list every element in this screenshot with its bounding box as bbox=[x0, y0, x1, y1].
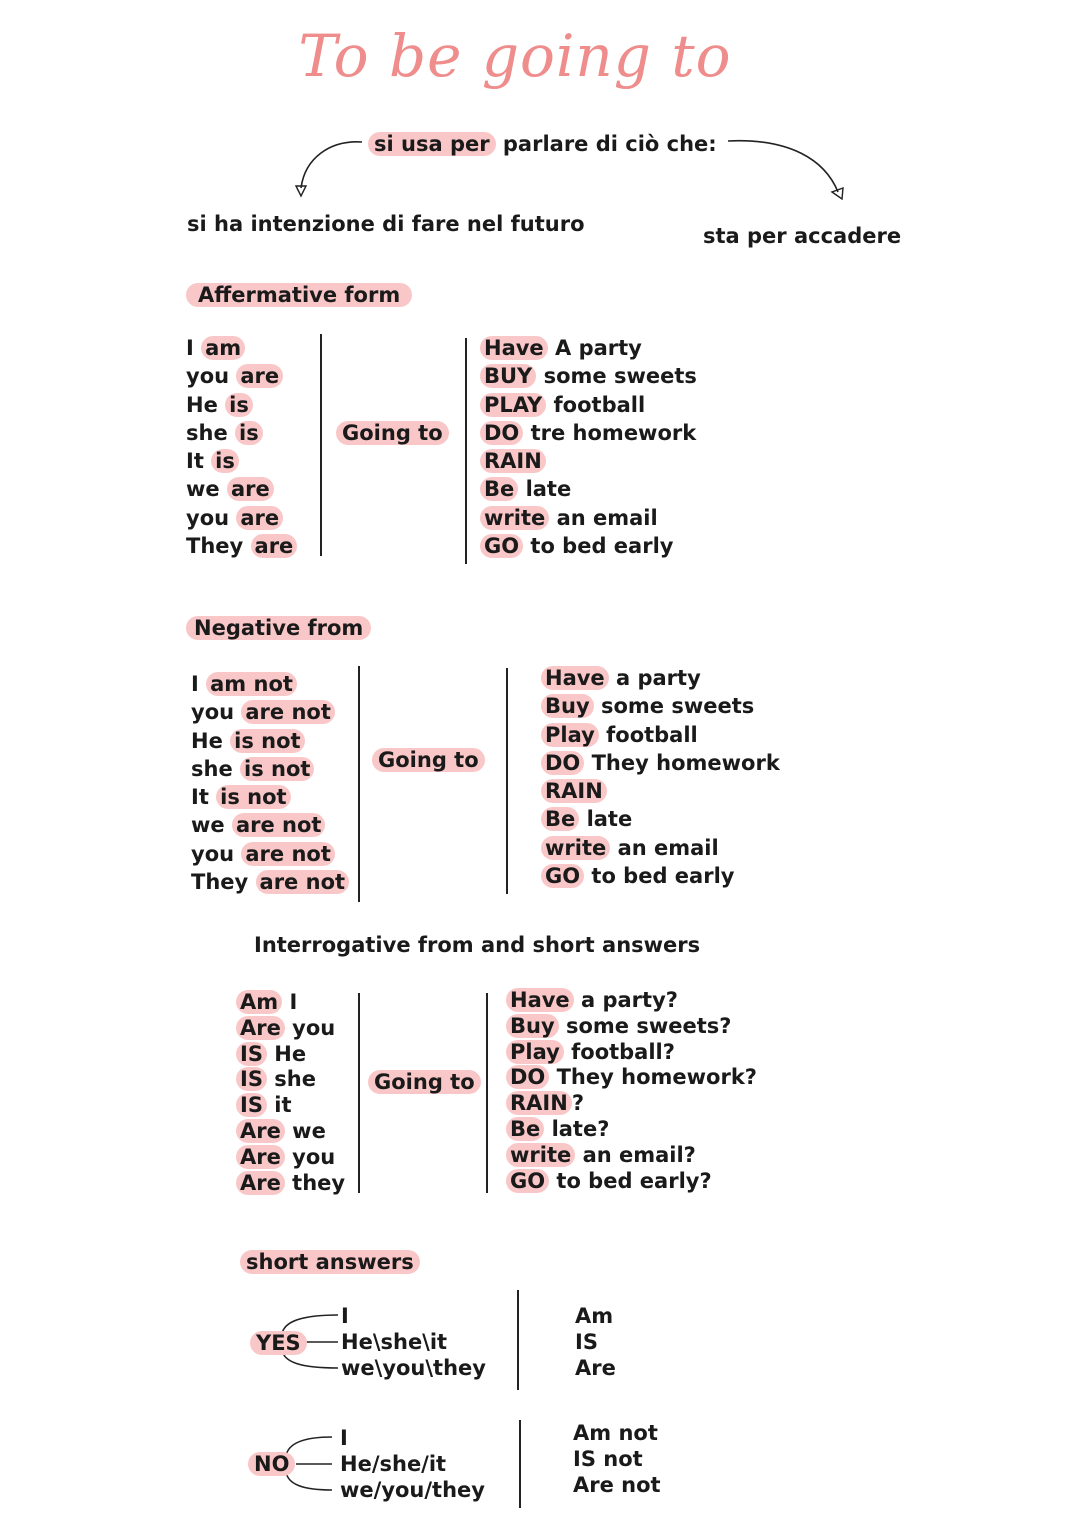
verb-row bbox=[541, 805, 780, 833]
subject-row bbox=[236, 1042, 345, 1068]
subject: He bbox=[191, 728, 223, 753]
subject-row bbox=[191, 727, 349, 755]
affirmative-middle bbox=[336, 421, 449, 445]
interrogative-middle bbox=[368, 1070, 481, 1094]
yes-label-text: YES bbox=[250, 1331, 307, 1355]
divider bbox=[519, 1420, 521, 1508]
subject: you bbox=[292, 1015, 336, 1040]
affirmative-subjects bbox=[186, 334, 297, 560]
auxiliary-verb: is not bbox=[240, 757, 314, 781]
subject-row bbox=[191, 755, 349, 783]
main-verb: GO bbox=[480, 534, 523, 558]
complement: ? bbox=[571, 1091, 584, 1116]
complement: an email bbox=[556, 505, 658, 530]
auxiliary-verb: are bbox=[227, 477, 274, 501]
short-answer-subject: we/you/they bbox=[340, 1478, 485, 1502]
auxiliary-verb: Are bbox=[236, 1171, 285, 1195]
verb-row bbox=[541, 749, 780, 777]
subject: you bbox=[292, 1144, 336, 1169]
complement: a party bbox=[616, 666, 701, 690]
arrow-left bbox=[301, 142, 362, 188]
verb-row bbox=[541, 721, 780, 749]
divider bbox=[358, 993, 360, 1193]
complement: late? bbox=[551, 1116, 610, 1141]
subject: you bbox=[191, 841, 235, 866]
main-verb: Be bbox=[480, 477, 518, 501]
subject-row bbox=[186, 362, 297, 390]
complement: to bed early bbox=[530, 534, 674, 559]
negative-middle bbox=[372, 748, 485, 772]
interrogative-subjects bbox=[236, 990, 345, 1196]
main-verb: Play bbox=[506, 1040, 564, 1064]
yes-verbs bbox=[575, 1303, 616, 1381]
short-answer-subject: He\she\it bbox=[341, 1330, 448, 1354]
auxiliary-verb: Are bbox=[236, 1145, 285, 1169]
complement: They homework? bbox=[556, 1065, 757, 1090]
verb-row bbox=[541, 664, 780, 692]
negative-verbs bbox=[541, 664, 780, 890]
subject: we bbox=[191, 813, 225, 838]
divider bbox=[358, 666, 360, 902]
main-verb: Be bbox=[541, 807, 579, 831]
subject: I bbox=[191, 672, 199, 696]
short-answers-heading-text: short answers bbox=[240, 1250, 420, 1274]
going-to-label: Going to bbox=[368, 1070, 481, 1094]
usage-left: si ha intenzione di fare nel futuro bbox=[187, 212, 585, 236]
auxiliary-verb: Are bbox=[236, 1016, 285, 1040]
complement: an email bbox=[617, 835, 719, 860]
auxiliary-verb: am bbox=[201, 336, 245, 360]
auxiliary-verb: is not bbox=[230, 729, 304, 753]
auxiliary-verb: am not bbox=[206, 672, 297, 696]
main-verb: GO bbox=[506, 1169, 549, 1193]
verb-row bbox=[506, 1065, 757, 1091]
interrogative-verbs bbox=[506, 988, 757, 1194]
usage-intro-highlight: si usa per bbox=[368, 132, 496, 156]
affirmative-heading-text: Affermative form bbox=[186, 283, 412, 307]
subject-row bbox=[191, 698, 349, 726]
subject: I bbox=[289, 990, 298, 1014]
verb-row bbox=[506, 1143, 757, 1169]
subject-row bbox=[191, 868, 349, 896]
short-answer-verb: IS bbox=[575, 1330, 598, 1354]
subject: we bbox=[292, 1118, 326, 1143]
divider bbox=[517, 1290, 519, 1390]
subject-row bbox=[191, 670, 349, 698]
verb-row bbox=[541, 692, 780, 720]
verb-row bbox=[506, 1091, 757, 1117]
auxiliary-verb: are not bbox=[241, 700, 335, 724]
verb-row bbox=[480, 504, 697, 532]
short-answer-verb: Am bbox=[575, 1304, 614, 1328]
subject: He bbox=[274, 1041, 307, 1066]
subject: It bbox=[186, 449, 204, 474]
subject: They bbox=[186, 534, 244, 559]
subject: she bbox=[274, 1067, 316, 1092]
subject: she bbox=[186, 420, 228, 445]
verb-row bbox=[506, 1040, 757, 1066]
short-answer-verb: Are bbox=[575, 1356, 616, 1380]
subject-row bbox=[191, 783, 349, 811]
main-verb: DO bbox=[506, 1065, 549, 1089]
arrow-right bbox=[728, 141, 838, 192]
main-verb: BUY bbox=[480, 364, 536, 388]
auxiliary-verb: is bbox=[211, 449, 239, 473]
no-label bbox=[248, 1452, 295, 1476]
auxiliary-verb: IS bbox=[236, 1067, 267, 1091]
verb-row bbox=[480, 475, 697, 503]
main-verb: RAIN bbox=[541, 779, 607, 803]
verb-row bbox=[480, 532, 697, 560]
affirmative-verbs bbox=[480, 334, 697, 560]
main-verb: DO bbox=[480, 421, 523, 445]
short-answer-verb: Am not bbox=[573, 1421, 658, 1445]
verb-row bbox=[480, 419, 697, 447]
verb-row bbox=[480, 447, 697, 475]
subject: they bbox=[292, 1170, 346, 1195]
verb-row bbox=[480, 391, 697, 419]
subject-row bbox=[236, 1016, 345, 1042]
auxiliary-verb: are bbox=[251, 534, 298, 558]
auxiliary-verb: are not bbox=[232, 813, 326, 837]
complement: tre homework bbox=[530, 420, 697, 445]
verb-row bbox=[480, 334, 697, 362]
page-title: To be going to bbox=[298, 22, 732, 90]
main-verb: Buy bbox=[541, 694, 594, 718]
subject-row bbox=[186, 334, 297, 362]
auxiliary-verb: is bbox=[235, 421, 263, 445]
main-verb: Have bbox=[506, 988, 574, 1012]
verb-row bbox=[541, 862, 780, 890]
verb-row bbox=[506, 1117, 757, 1143]
subject: They bbox=[191, 870, 249, 895]
no-label-text: NO bbox=[248, 1452, 295, 1476]
main-verb: Have bbox=[541, 666, 609, 690]
subject: you bbox=[186, 364, 230, 389]
main-verb: write bbox=[506, 1143, 575, 1167]
interrogative-heading: Interrogative from and short answers bbox=[254, 933, 701, 957]
no-verbs bbox=[573, 1420, 661, 1498]
going-to-label: Going to bbox=[336, 421, 449, 445]
divider bbox=[506, 668, 508, 894]
verb-row bbox=[506, 1169, 757, 1195]
complement: to bed early bbox=[591, 864, 735, 889]
verb-row bbox=[541, 777, 780, 805]
auxiliary-verb: IS bbox=[236, 1093, 267, 1117]
subject-row bbox=[186, 504, 297, 532]
auxiliary-verb: are not bbox=[241, 842, 335, 866]
auxiliary-verb: is bbox=[225, 393, 253, 417]
complement: football bbox=[553, 392, 646, 417]
usage-right: sta per accadere bbox=[703, 224, 902, 248]
short-answer-subject: I bbox=[340, 1426, 348, 1450]
subject-row bbox=[236, 1119, 345, 1145]
negative-heading-text: Negative from bbox=[186, 616, 371, 640]
divider bbox=[320, 334, 322, 556]
verb-row bbox=[506, 1014, 757, 1040]
short-answers-heading bbox=[240, 1250, 420, 1274]
yes-subjects bbox=[341, 1303, 486, 1381]
main-verb: RAIN bbox=[480, 449, 546, 473]
subject-row bbox=[236, 1067, 345, 1093]
complement: a party? bbox=[581, 988, 678, 1012]
subject-row bbox=[236, 1171, 345, 1197]
complement: They homework bbox=[591, 750, 780, 775]
subject: she bbox=[191, 756, 233, 781]
subject-row bbox=[186, 391, 297, 419]
main-verb: PLAY bbox=[480, 393, 546, 417]
complement: football bbox=[606, 722, 698, 747]
auxiliary-verb: IS bbox=[236, 1042, 267, 1066]
short-answer-verb: IS not bbox=[573, 1447, 643, 1471]
main-verb: GO bbox=[541, 864, 584, 888]
complement: some sweets? bbox=[565, 1013, 732, 1038]
verb-row bbox=[506, 988, 757, 1014]
main-verb: Play bbox=[541, 723, 599, 747]
complement: A party bbox=[555, 336, 642, 360]
main-verb: DO bbox=[541, 751, 584, 775]
subject: I bbox=[186, 336, 194, 360]
subject: It bbox=[191, 785, 209, 810]
negative-heading bbox=[186, 616, 371, 640]
affirmative-heading bbox=[186, 283, 412, 307]
subject: you bbox=[186, 505, 230, 530]
arrow-right-head bbox=[832, 188, 843, 199]
going-to-label: Going to bbox=[372, 748, 485, 772]
auxiliary-verb: Am bbox=[236, 990, 282, 1014]
subject-row bbox=[236, 1093, 345, 1119]
short-answer-subject: we\you\they bbox=[341, 1356, 486, 1380]
main-verb: write bbox=[541, 836, 610, 860]
auxiliary-verb: Are bbox=[236, 1119, 285, 1143]
subject-row bbox=[186, 419, 297, 447]
complement: some sweets bbox=[543, 364, 697, 389]
subject-row bbox=[191, 840, 349, 868]
main-verb: RAIN bbox=[506, 1091, 572, 1115]
divider bbox=[486, 993, 488, 1193]
subject-row bbox=[236, 990, 345, 1016]
subject-row bbox=[186, 475, 297, 503]
main-verb: Be bbox=[506, 1117, 544, 1141]
usage-intro-rest: parlare di ciò che: bbox=[502, 132, 717, 156]
subject-row bbox=[186, 447, 297, 475]
auxiliary-verb: are not bbox=[256, 870, 350, 894]
subject: we bbox=[186, 477, 220, 502]
complement: an email? bbox=[582, 1142, 696, 1167]
complement: some sweets bbox=[600, 694, 755, 719]
subject: you bbox=[191, 700, 235, 725]
short-answer-verb: Are not bbox=[573, 1473, 661, 1497]
subject: it bbox=[274, 1093, 292, 1118]
verb-row bbox=[480, 362, 697, 390]
subject-row bbox=[191, 811, 349, 839]
complement: football? bbox=[571, 1039, 675, 1064]
short-answer-subject: He/she/it bbox=[340, 1452, 447, 1476]
complement: late bbox=[586, 807, 633, 832]
negative-subjects bbox=[191, 670, 349, 896]
auxiliary-verb: are bbox=[236, 364, 283, 388]
subject: He bbox=[186, 392, 218, 417]
yes-label bbox=[250, 1331, 307, 1355]
main-verb: Have bbox=[480, 336, 548, 360]
complement: late bbox=[525, 477, 572, 502]
subject-row bbox=[236, 1145, 345, 1171]
divider bbox=[465, 338, 467, 564]
short-answer-subject: I bbox=[341, 1304, 349, 1328]
verb-row bbox=[541, 834, 780, 862]
auxiliary-verb: are bbox=[236, 506, 283, 530]
main-verb: write bbox=[480, 506, 549, 530]
no-subjects bbox=[340, 1425, 485, 1503]
complement: to bed early? bbox=[556, 1168, 712, 1193]
auxiliary-verb: is not bbox=[216, 785, 290, 809]
main-verb: Buy bbox=[506, 1014, 559, 1038]
subject-row bbox=[186, 532, 297, 560]
